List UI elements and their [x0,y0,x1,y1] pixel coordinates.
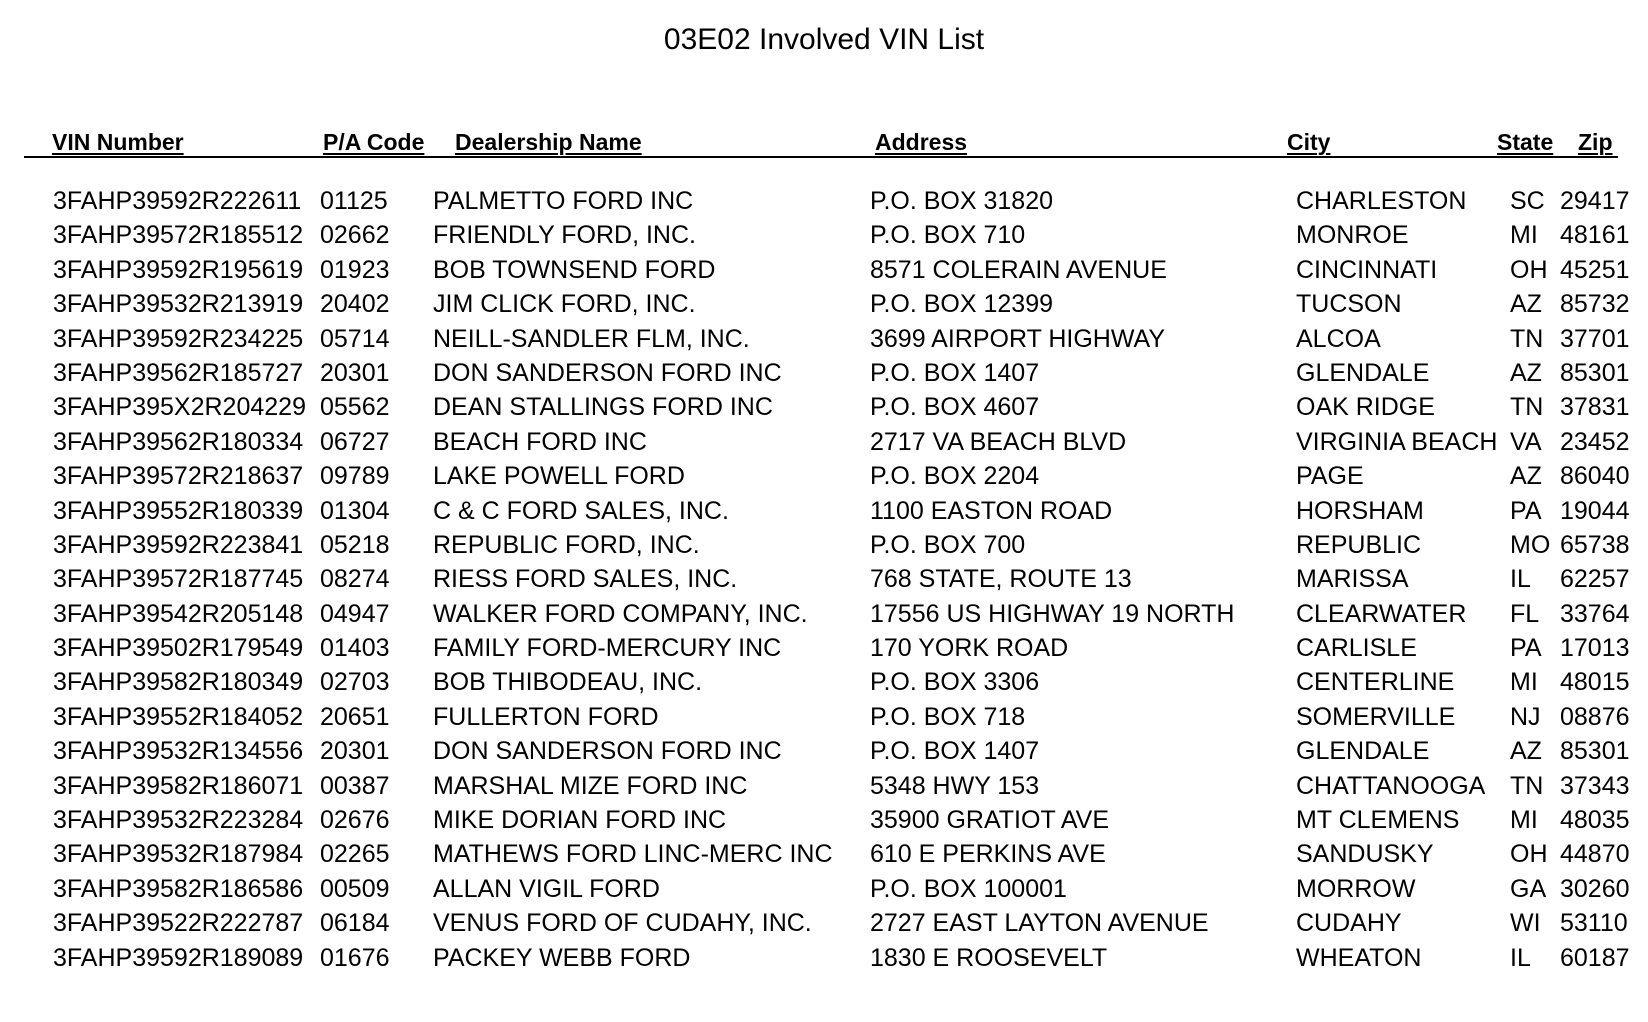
pa-code-cell: 00387 [320,771,390,800]
vin-cell: 3FAHP39502R179549 [53,634,304,663]
pa-code-cell: 20301 [320,737,390,766]
state-cell: TN [1510,771,1544,800]
table-row [0,562,1648,596]
address-cell: P.O. BOX 2204 [870,462,1040,491]
zip-cell: 48035 [1560,806,1630,835]
address-cell: 2717 VA BEACH BLVD [870,427,1127,456]
zip-cell: 37831 [1560,393,1630,422]
zip-cell: 60187 [1560,943,1630,972]
state-cell: NJ [1510,702,1541,731]
vin-cell: 3FAHP39552R184052 [53,702,304,731]
table-row [0,700,1648,734]
column-header-state: State [1497,129,1554,155]
city-cell: MORROW [1296,874,1416,903]
dealership-name-cell: ALLAN VIGIL FORD [433,874,660,903]
city-cell: SOMERVILLE [1296,702,1456,731]
table-row [0,597,1648,631]
state-cell: OH [1510,255,1548,284]
vin-cell: 3FAHP395X2R204229 [53,393,306,422]
city-cell: CHARLESTON [1296,187,1467,215]
address-cell: 5348 HWY 153 [870,771,1040,800]
vin-cell: 3FAHP39552R180339 [53,496,304,525]
dealership-name-cell: REPUBLIC FORD, INC. [433,530,700,559]
table-row [0,837,1648,871]
table-row [0,287,1648,321]
table-row [0,769,1648,803]
table-row [0,941,1648,975]
vin-cell: 3FAHP39522R222787 [53,909,304,938]
zip-cell: 48015 [1560,668,1630,697]
pa-code-cell: 04947 [320,599,390,628]
zip-cell: 65738 [1560,530,1630,559]
city-cell: WHEATON [1296,943,1422,972]
zip-cell: 85301 [1560,358,1630,387]
pa-code-cell: 06184 [320,909,390,938]
column-header-address: Address [875,129,968,155]
table-row [0,665,1648,699]
city-cell: CLEARWATER [1296,599,1467,628]
dealership-name-cell: FRIENDLY FORD, INC. [433,221,696,250]
address-cell: 1830 E ROOSEVELT [870,943,1108,972]
pa-code-cell: 20301 [320,358,390,387]
pa-code-cell: 05562 [320,393,390,422]
pa-code-cell: 20402 [320,290,390,319]
vin-cell: 3FAHP39592R234225 [53,324,304,353]
zip-cell: 45251 [1560,255,1630,284]
dealership-name-cell: FAMILY FORD-MERCURY INC [433,634,782,663]
table-row [0,872,1648,906]
city-cell: MARISSA [1296,565,1409,594]
table-row [0,322,1648,356]
state-cell: PA [1510,634,1542,663]
zip-cell: 53110 [1560,909,1628,938]
dealership-name-cell: MATHEWS FORD LINC-MERC INC [433,840,833,869]
address-cell: P.O. BOX 31820 [870,187,1053,215]
city-cell: GLENDALE [1296,737,1430,766]
pa-code-cell: 05714 [320,324,390,353]
pa-code-cell: 01125 [320,187,388,215]
vin-cell: 3FAHP39532R223284 [53,806,304,835]
table-row [0,253,1648,287]
state-cell: AZ [1510,290,1542,319]
table-row [0,356,1648,390]
zip-cell: 23452 [1560,427,1630,456]
zip-cell: 37343 [1560,771,1630,800]
zip-cell: 86040 [1560,462,1630,491]
pa-code-cell: 01403 [320,634,390,663]
dealership-name-cell: C & C FORD SALES, INC. [433,496,729,525]
table-row [0,734,1648,768]
table-row [0,459,1648,493]
state-cell: MI [1510,221,1538,250]
dealership-name-cell: MIKE DORIAN FORD INC [433,806,727,835]
zip-cell: 85732 [1560,290,1630,319]
address-cell: P.O. BOX 1407 [870,358,1040,387]
vin-cell: 3FAHP39532R213919 [53,290,304,319]
city-cell: TUCSON [1296,290,1402,319]
state-cell: SC [1510,187,1545,215]
zip-cell: 30260 [1560,874,1630,903]
state-cell: IL [1510,943,1531,972]
city-cell: CENTERLINE [1296,668,1455,697]
vin-cell: 3FAHP39592R222611 [53,187,302,215]
dealership-name-cell: RIESS FORD SALES, INC. [433,565,738,594]
page-title: 03E02 Involved VIN List [663,23,985,56]
table-row [0,425,1648,459]
dealership-name-cell: DEAN STALLINGS FORD INC [433,393,773,422]
pa-code-cell: 01676 [320,943,390,972]
zip-cell: 17013 [1560,634,1630,663]
state-cell: IL [1510,565,1531,594]
dealership-name-cell: VENUS FORD OF CUDAHY, INC. [433,909,812,938]
address-cell: P.O. BOX 710 [870,221,1026,250]
zip-cell: 48161 [1560,221,1630,250]
column-header-vin: VIN Number [52,129,184,155]
city-cell: MONROE [1296,221,1409,250]
address-cell: P.O. BOX 4607 [870,393,1040,422]
vin-cell: 3FAHP39532R187984 [53,840,304,869]
dealership-name-cell: BEACH FORD INC [433,427,647,456]
address-cell: P.O. BOX 700 [870,530,1026,559]
vin-cell: 3FAHP39592R189089 [53,943,304,972]
zip-cell: 08876 [1560,702,1630,731]
city-cell: CUDAHY [1296,909,1402,938]
address-cell: 768 STATE, ROUTE 13 [870,565,1132,594]
vin-cell: 3FAHP39582R186071 [53,771,304,800]
city-cell: GLENDALE [1296,358,1430,387]
pa-code-cell: 08274 [320,565,390,594]
pa-code-cell: 06727 [320,427,390,456]
address-cell: 35900 GRATIOT AVE [870,806,1110,835]
zip-cell: 33764 [1560,599,1630,628]
table-header [0,128,1648,156]
address-cell: 8571 COLERAIN AVENUE [870,255,1167,284]
column-header-dealership: Dealership Name [455,129,642,155]
table-row [0,184,1648,218]
vin-cell: 3FAHP39572R187745 [53,565,304,594]
vin-cell: 3FAHP39582R186586 [53,874,304,903]
pa-code-cell: 01304 [320,496,390,525]
table-row [0,494,1648,528]
zip-cell: 44870 [1560,840,1630,869]
address-cell: 170 YORK ROAD [870,634,1069,663]
vin-cell: 3FAHP39572R218637 [53,462,304,491]
table-row [0,803,1648,837]
zip-cell: 29417 [1560,187,1630,215]
vin-cell: 3FAHP39562R185727 [53,358,304,387]
city-cell: CARLISLE [1296,634,1417,663]
pa-code-cell: 02676 [320,806,390,835]
state-cell: PA [1510,496,1542,525]
address-cell: 610 E PERKINS AVE [870,840,1106,869]
state-cell: AZ [1510,358,1542,387]
dealership-name-cell: MARSHAL MIZE FORD INC [433,771,748,800]
vin-cell: 3FAHP39582R180349 [53,668,304,697]
state-cell: AZ [1510,462,1542,491]
pa-code-cell: 02662 [320,221,390,250]
header-divider [24,156,1618,158]
address-cell: 17556 US HIGHWAY 19 NORTH [870,599,1235,628]
city-cell: PAGE [1296,462,1364,491]
address-cell: 2727 EAST LAYTON AVENUE [870,909,1209,938]
table-row [0,528,1648,562]
zip-cell: 37701 [1560,324,1630,353]
dealership-name-cell: LAKE POWELL FORD [433,462,685,491]
column-header-pa-code: P/A Code [323,129,425,155]
vin-cell: 3FAHP39562R180334 [53,427,304,456]
dealership-name-cell: NEILL-SANDLER FLM, INC. [433,324,750,353]
vin-cell: 3FAHP39592R195619 [53,255,304,284]
dealership-name-cell: PACKEY WEBB FORD [433,943,691,972]
dealership-name-cell: BOB THIBODEAU, INC. [433,668,703,697]
column-header-zip: Zip [1578,129,1613,155]
table-row [0,390,1648,424]
state-cell: GA [1510,874,1547,903]
state-cell: OH [1510,840,1548,869]
state-cell: AZ [1510,737,1542,766]
pa-code-cell: 05218 [320,530,390,559]
city-cell: CHATTANOOGA [1296,771,1486,800]
zip-cell: 19044 [1560,496,1630,525]
pa-code-cell: 02703 [320,668,390,697]
dealership-name-cell: DON SANDERSON FORD INC [433,737,782,766]
pa-code-cell: 20651 [320,702,390,731]
city-cell: SANDUSKY [1296,840,1434,869]
dealership-name-cell: FULLERTON FORD [433,702,659,731]
city-cell: VIRGINIA BEACH [1296,427,1498,456]
dealership-name-cell: PALMETTO FORD INC [433,187,694,215]
pa-code-cell: 01923 [320,255,390,284]
zip-cell: 62257 [1560,565,1630,594]
state-cell: MI [1510,668,1538,697]
city-cell: OAK RIDGE [1296,393,1435,422]
state-cell: MO [1510,530,1551,559]
address-cell: P.O. BOX 12399 [870,290,1053,319]
address-cell: 1100 EASTON ROAD [870,496,1113,525]
table-row [0,906,1648,940]
dealership-name-cell: WALKER FORD COMPANY, INC. [433,599,808,628]
zip-cell: 85301 [1560,737,1630,766]
vin-cell: 3FAHP39542R205148 [53,599,304,628]
dealership-name-cell: JIM CLICK FORD, INC. [433,290,696,319]
address-cell: P.O. BOX 3306 [870,668,1040,697]
vin-cell: 3FAHP39592R223841 [53,530,304,559]
city-cell: MT CLEMENS [1296,806,1460,835]
table-row [0,631,1648,665]
state-cell: VA [1510,427,1542,456]
column-header-city: City [1287,129,1331,155]
vin-table-body [0,184,1648,975]
address-cell: P.O. BOX 718 [870,702,1026,731]
pa-code-cell: 02265 [320,840,390,869]
state-cell: FL [1510,599,1540,628]
table-row [0,218,1648,252]
city-cell: HORSHAM [1296,496,1424,525]
dealership-name-cell: DON SANDERSON FORD INC [433,358,782,387]
city-cell: CINCINNATI [1296,255,1438,284]
state-cell: MI [1510,806,1538,835]
dealership-name-cell: BOB TOWNSEND FORD [433,255,716,284]
state-cell: WI [1510,909,1541,938]
city-cell: ALCOA [1296,324,1381,353]
address-cell: P.O. BOX 1407 [870,737,1040,766]
state-cell: TN [1510,324,1544,353]
city-cell: REPUBLIC [1296,530,1422,559]
pa-code-cell: 09789 [320,462,390,491]
vin-cell: 3FAHP39572R185512 [53,221,304,250]
address-cell: 3699 AIRPORT HIGHWAY [870,324,1166,353]
address-cell: P.O. BOX 100001 [870,874,1067,903]
state-cell: TN [1510,393,1544,422]
pa-code-cell: 00509 [320,874,390,903]
vin-cell: 3FAHP39532R134556 [53,737,304,766]
